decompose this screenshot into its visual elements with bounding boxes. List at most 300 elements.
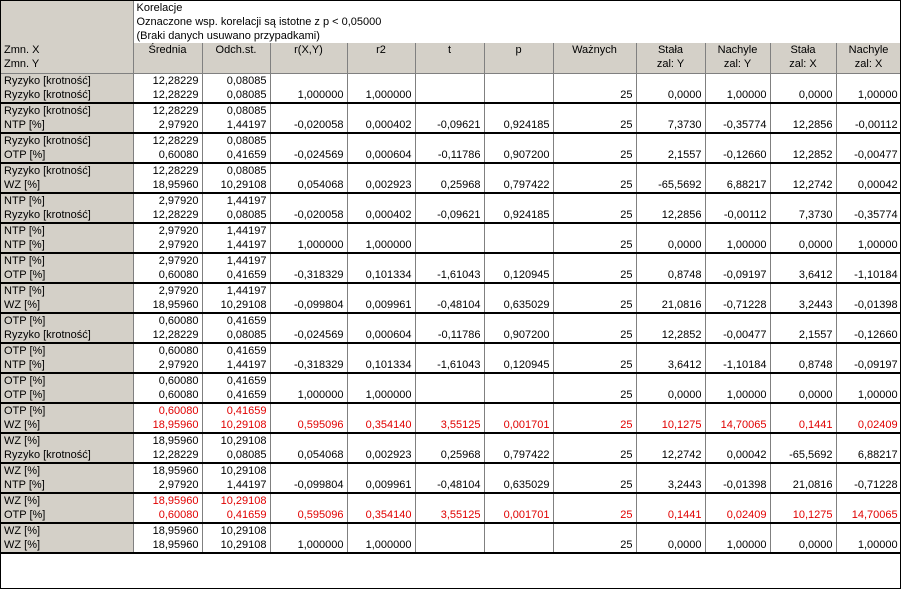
cell-ax[interactable]: 10,1275 [770,508,836,523]
cell-empty[interactable] [415,133,484,148]
cell-mean-y[interactable]: 0,60080 [133,268,202,283]
cell-empty[interactable] [770,403,836,418]
cell-bx[interactable]: -0,01398 [836,298,901,313]
row-label-x[interactable]: WZ [%] [1,523,133,538]
cell-empty[interactable] [636,223,705,238]
cell-empty[interactable] [836,403,901,418]
cell-empty[interactable] [636,163,705,178]
cell-ay[interactable]: 0,1441 [636,508,705,523]
cell-sd-x[interactable]: 0,41659 [202,313,270,328]
cell-empty[interactable] [705,403,770,418]
cell-empty[interactable] [484,403,553,418]
cell-mean-y[interactable]: 18,95960 [133,298,202,313]
cell-sd-x[interactable]: 1,44197 [202,193,270,208]
cell-ax[interactable]: 0,0000 [770,238,836,253]
cell-empty[interactable] [636,73,705,88]
cell-empty[interactable] [636,193,705,208]
cell-bx[interactable]: -1,10184 [836,268,901,283]
cell-r[interactable]: -0,318329 [270,268,347,283]
column-header-2[interactable] [270,43,347,73]
row-label-y[interactable]: Ryzyko [krotność] [1,208,133,223]
cell-sd-x[interactable]: 1,44197 [202,223,270,238]
cell-empty[interactable] [347,283,415,298]
cell-empty[interactable] [836,103,901,118]
cell-bx[interactable]: 1,00000 [836,88,901,103]
cell-empty[interactable] [705,283,770,298]
cell-empty[interactable] [415,283,484,298]
cell-sd-y[interactable]: 10,29108 [202,538,270,553]
column-header-5[interactable] [484,43,553,73]
row-label-y[interactable]: Ryzyko [krotność] [1,328,133,343]
cell-empty[interactable] [270,133,347,148]
cell-empty[interactable] [705,343,770,358]
cell-r2[interactable]: 0,354140 [347,508,415,523]
cell-ax[interactable]: 21,0816 [770,478,836,493]
row-label-y[interactable]: OTP [%] [1,268,133,283]
cell-empty[interactable] [270,493,347,508]
cell-p[interactable]: 0,907200 [484,148,553,163]
cell-r[interactable]: -0,024569 [270,148,347,163]
cell-empty[interactable] [636,433,705,448]
row-label-x[interactable]: NTP [%] [1,253,133,268]
cell-empty[interactable] [770,163,836,178]
cell-sd-x[interactable]: 0,08085 [202,73,270,88]
cell-empty[interactable] [553,523,636,538]
cell-empty[interactable] [770,133,836,148]
cell-empty[interactable] [484,163,553,178]
cell-n[interactable]: 25 [553,418,636,433]
cell-r2[interactable]: 0,101334 [347,268,415,283]
cell-empty[interactable] [836,463,901,478]
cell-r[interactable]: 0,595096 [270,418,347,433]
cell-mean-x[interactable]: 0,60080 [133,373,202,388]
cell-empty[interactable] [636,493,705,508]
cell-empty[interactable] [836,163,901,178]
row-label-y[interactable]: WZ [%] [1,178,133,193]
row-label-x[interactable]: Ryzyko [krotność] [1,133,133,148]
row-label-x[interactable]: Ryzyko [krotność] [1,73,133,88]
cell-empty[interactable] [484,283,553,298]
cell-r2[interactable]: 0,101334 [347,358,415,373]
cell-empty[interactable] [636,373,705,388]
cell-sd-x[interactable]: 1,44197 [202,253,270,268]
cell-n[interactable]: 25 [553,148,636,163]
cell-mean-x[interactable]: 12,28229 [133,73,202,88]
cell-empty[interactable] [270,463,347,478]
cell-r[interactable]: -0,024569 [270,328,347,343]
cell-empty[interactable] [415,373,484,388]
cell-empty[interactable] [636,313,705,328]
cell-by[interactable]: 1,00000 [705,88,770,103]
cell-by[interactable]: -0,01398 [705,478,770,493]
cell-empty[interactable] [270,433,347,448]
cell-sd-y[interactable]: 0,08085 [202,448,270,463]
cell-p[interactable]: 0,635029 [484,478,553,493]
cell-empty[interactable] [770,433,836,448]
cell-sd-y[interactable]: 0,41659 [202,508,270,523]
cell-n[interactable]: 25 [553,268,636,283]
cell-mean-x[interactable]: 0,60080 [133,343,202,358]
row-label-x[interactable]: WZ [%] [1,433,133,448]
cell-empty[interactable] [770,523,836,538]
cell-empty[interactable] [770,283,836,298]
cell-mean-y[interactable]: 2,97920 [133,238,202,253]
cell-ax[interactable]: 12,2742 [770,178,836,193]
row-label-y[interactable]: OTP [%] [1,388,133,403]
cell-n[interactable]: 25 [553,208,636,223]
cell-p[interactable]: 0,120945 [484,358,553,373]
cell-p[interactable] [484,538,553,553]
cell-sd-x[interactable]: 0,08085 [202,103,270,118]
cell-r[interactable]: 1,000000 [270,88,347,103]
cell-mean-x[interactable]: 18,95960 [133,493,202,508]
cell-mean-x[interactable]: 2,97920 [133,253,202,268]
cell-n[interactable]: 25 [553,358,636,373]
cell-empty[interactable] [705,73,770,88]
cell-ax[interactable]: 0,1441 [770,418,836,433]
cell-t[interactable] [415,88,484,103]
cell-by[interactable]: 6,88217 [705,178,770,193]
cell-empty[interactable] [836,253,901,268]
column-header-6[interactable] [553,43,636,73]
cell-empty[interactable] [836,373,901,388]
row-label-y[interactable]: OTP [%] [1,508,133,523]
cell-empty[interactable] [415,493,484,508]
cell-r2[interactable]: 1,000000 [347,238,415,253]
cell-empty[interactable] [484,313,553,328]
cell-empty[interactable] [770,313,836,328]
cell-empty[interactable] [270,403,347,418]
cell-empty[interactable] [836,343,901,358]
cell-empty[interactable] [636,283,705,298]
cell-empty[interactable] [836,283,901,298]
cell-r[interactable]: 1,000000 [270,238,347,253]
cell-bx[interactable]: -0,00477 [836,148,901,163]
cell-mean-y[interactable]: 18,95960 [133,538,202,553]
cell-t[interactable]: 3,55125 [415,508,484,523]
cell-empty[interactable] [705,433,770,448]
row-label-y[interactable]: Ryzyko [krotność] [1,448,133,463]
cell-empty[interactable] [484,463,553,478]
cell-by[interactable]: -0,00477 [705,328,770,343]
cell-mean-x[interactable]: 18,95960 [133,523,202,538]
cell-ax[interactable]: 0,8748 [770,358,836,373]
cell-ax[interactable]: 12,2856 [770,118,836,133]
cell-bx[interactable]: -0,12660 [836,328,901,343]
cell-mean-y[interactable]: 0,60080 [133,148,202,163]
cell-empty[interactable] [484,103,553,118]
cell-empty[interactable] [484,373,553,388]
cell-t[interactable]: -0,09621 [415,208,484,223]
cell-r2[interactable]: 1,000000 [347,538,415,553]
cell-empty[interactable] [705,463,770,478]
cell-empty[interactable] [484,523,553,538]
cell-r[interactable]: -0,020058 [270,208,347,223]
cell-empty[interactable] [770,223,836,238]
cell-empty[interactable] [347,133,415,148]
cell-ax[interactable]: 3,6412 [770,268,836,283]
cell-sd-y[interactable]: 10,29108 [202,298,270,313]
cell-sd-x[interactable]: 10,29108 [202,463,270,478]
cell-sd-y[interactable]: 0,08085 [202,328,270,343]
cell-empty[interactable] [705,163,770,178]
cell-empty[interactable] [484,343,553,358]
cell-n[interactable]: 25 [553,298,636,313]
cell-empty[interactable] [636,403,705,418]
cell-empty[interactable] [415,403,484,418]
cell-empty[interactable] [770,463,836,478]
cell-sd-y[interactable]: 0,08085 [202,208,270,223]
cell-mean-y[interactable]: 12,28229 [133,448,202,463]
row-label-y[interactable]: WZ [%] [1,418,133,433]
cell-ax[interactable]: 12,2852 [770,148,836,163]
cell-sd-x[interactable]: 10,29108 [202,523,270,538]
cell-empty[interactable] [705,193,770,208]
cell-sd-x[interactable]: 0,41659 [202,343,270,358]
cell-ay[interactable]: 0,0000 [636,88,705,103]
cell-mean-x[interactable]: 18,95960 [133,433,202,448]
cell-t[interactable]: -0,11786 [415,328,484,343]
cell-empty[interactable] [553,133,636,148]
cell-bx[interactable]: 1,00000 [836,538,901,553]
cell-empty[interactable] [415,343,484,358]
cell-p[interactable]: 0,797422 [484,448,553,463]
cell-empty[interactable] [484,133,553,148]
cell-ay[interactable]: 12,2852 [636,328,705,343]
cell-empty[interactable] [347,523,415,538]
cell-empty[interactable] [270,343,347,358]
cell-empty[interactable] [836,493,901,508]
cell-empty[interactable] [836,223,901,238]
cell-sd-x[interactable]: 0,41659 [202,403,270,418]
row-label-y[interactable]: NTP [%] [1,358,133,373]
cell-r2[interactable]: 0,009961 [347,298,415,313]
cell-empty[interactable] [415,73,484,88]
column-header-3[interactable] [347,43,415,73]
cell-ay[interactable]: 12,2742 [636,448,705,463]
cell-by[interactable]: 1,00000 [705,538,770,553]
cell-empty[interactable] [553,253,636,268]
cell-p[interactable]: 0,924185 [484,208,553,223]
cell-sd-y[interactable]: 1,44197 [202,358,270,373]
cell-ay[interactable]: 2,1557 [636,148,705,163]
cell-n[interactable]: 25 [553,118,636,133]
cell-mean-y[interactable]: 18,95960 [133,178,202,193]
cell-by[interactable]: -0,09197 [705,268,770,283]
cell-r[interactable]: 0,054068 [270,448,347,463]
cell-empty[interactable] [705,103,770,118]
cell-by[interactable]: -0,12660 [705,148,770,163]
row-label-x[interactable]: NTP [%] [1,223,133,238]
cell-empty[interactable] [347,223,415,238]
cell-empty[interactable] [553,313,636,328]
cell-empty[interactable] [836,433,901,448]
cell-by[interactable]: -0,00112 [705,208,770,223]
cell-empty[interactable] [836,73,901,88]
cell-empty[interactable] [484,73,553,88]
column-header-4[interactable] [415,43,484,73]
row-label-x[interactable]: WZ [%] [1,463,133,478]
cell-ay[interactable]: 3,2443 [636,478,705,493]
cell-mean-x[interactable]: 2,97920 [133,283,202,298]
cell-p[interactable]: 0,001701 [484,508,553,523]
cell-by[interactable]: 0,02409 [705,508,770,523]
cell-empty[interactable] [553,193,636,208]
cell-r[interactable]: -0,099804 [270,298,347,313]
cell-mean-x[interactable]: 12,28229 [133,103,202,118]
cell-empty[interactable] [270,313,347,328]
cell-empty[interactable] [636,463,705,478]
cell-p[interactable]: 0,924185 [484,118,553,133]
cell-r2[interactable]: 1,000000 [347,388,415,403]
cell-sd-x[interactable]: 0,08085 [202,133,270,148]
cell-sd-y[interactable]: 1,44197 [202,118,270,133]
cell-empty[interactable] [270,193,347,208]
cell-bx[interactable]: 14,70065 [836,508,901,523]
cell-t[interactable]: 3,55125 [415,418,484,433]
cell-empty[interactable] [347,253,415,268]
cell-ay[interactable]: 0,0000 [636,538,705,553]
cell-by[interactable]: -1,10184 [705,358,770,373]
cell-empty[interactable] [553,493,636,508]
cell-empty[interactable] [553,343,636,358]
cell-empty[interactable] [705,493,770,508]
cell-empty[interactable] [484,493,553,508]
cell-sd-y[interactable]: 0,08085 [202,88,270,103]
row-label-x[interactable]: NTP [%] [1,283,133,298]
cell-ay[interactable]: 7,3730 [636,118,705,133]
cell-r2[interactable]: 0,009961 [347,478,415,493]
cell-by[interactable]: -0,71228 [705,298,770,313]
cell-n[interactable]: 25 [553,88,636,103]
cell-sd-y[interactable]: 10,29108 [202,418,270,433]
cell-empty[interactable] [347,343,415,358]
cell-p[interactable]: 0,635029 [484,298,553,313]
row-label-y[interactable]: WZ [%] [1,298,133,313]
row-label-y[interactable]: WZ [%] [1,538,133,553]
cell-by[interactable]: 1,00000 [705,238,770,253]
cell-empty[interactable] [347,313,415,328]
column-header-8[interactable] [705,43,770,73]
cell-r2[interactable]: 0,002923 [347,448,415,463]
cell-empty[interactable] [770,253,836,268]
cell-ax[interactable]: -65,5692 [770,448,836,463]
cell-empty[interactable] [553,103,636,118]
cell-r[interactable]: 1,000000 [270,388,347,403]
cell-empty[interactable] [347,433,415,448]
cell-mean-y[interactable]: 12,28229 [133,88,202,103]
cell-ay[interactable]: 10,1275 [636,418,705,433]
cell-by[interactable]: 0,00042 [705,448,770,463]
cell-empty[interactable] [636,133,705,148]
cell-empty[interactable] [270,373,347,388]
row-label-y[interactable]: Ryzyko [krotność] [1,88,133,103]
cell-empty[interactable] [347,193,415,208]
cell-t[interactable]: -1,61043 [415,358,484,373]
row-label-x[interactable]: OTP [%] [1,343,133,358]
cell-r[interactable]: 1,000000 [270,538,347,553]
cell-empty[interactable] [636,103,705,118]
cell-ax[interactable]: 0,0000 [770,388,836,403]
cell-bx[interactable]: 1,00000 [836,238,901,253]
cell-bx[interactable]: 1,00000 [836,388,901,403]
cell-empty[interactable] [553,463,636,478]
cell-empty[interactable] [705,253,770,268]
cell-mean-y[interactable]: 0,60080 [133,388,202,403]
cell-empty[interactable] [270,523,347,538]
cell-mean-y[interactable]: 18,95960 [133,418,202,433]
cell-n[interactable]: 25 [553,178,636,193]
cell-empty[interactable] [347,73,415,88]
cell-n[interactable]: 25 [553,448,636,463]
cell-t[interactable]: -0,48104 [415,478,484,493]
row-label-x[interactable]: NTP [%] [1,193,133,208]
cell-ax[interactable]: 7,3730 [770,208,836,223]
cell-empty[interactable] [553,433,636,448]
cell-ay[interactable]: 0,0000 [636,388,705,403]
column-header-0[interactable] [133,43,202,73]
cell-empty[interactable] [553,223,636,238]
cell-r[interactable]: -0,318329 [270,358,347,373]
cell-mean-x[interactable]: 12,28229 [133,133,202,148]
cell-empty[interactable] [347,103,415,118]
cell-r2[interactable]: 0,354140 [347,418,415,433]
cell-empty[interactable] [836,133,901,148]
cell-sd-x[interactable]: 1,44197 [202,283,270,298]
cell-n[interactable]: 25 [553,478,636,493]
cell-empty[interactable] [270,73,347,88]
cell-empty[interactable] [770,373,836,388]
cell-p[interactable]: 0,797422 [484,178,553,193]
row-label-x[interactable]: WZ [%] [1,493,133,508]
row-label-y[interactable]: NTP [%] [1,118,133,133]
cell-empty[interactable] [415,313,484,328]
cell-mean-y[interactable]: 12,28229 [133,208,202,223]
cell-ay[interactable]: 12,2856 [636,208,705,223]
cell-mean-x[interactable]: 0,60080 [133,403,202,418]
cell-empty[interactable] [415,163,484,178]
cell-p[interactable] [484,88,553,103]
cell-ay[interactable]: 0,8748 [636,268,705,283]
cell-empty[interactable] [770,343,836,358]
cell-sd-x[interactable]: 10,29108 [202,433,270,448]
cell-mean-y[interactable]: 2,97920 [133,478,202,493]
cell-empty[interactable] [770,493,836,508]
cell-empty[interactable] [636,253,705,268]
cell-empty[interactable] [415,463,484,478]
cell-empty[interactable] [553,403,636,418]
cell-empty[interactable] [415,193,484,208]
cell-empty[interactable] [836,523,901,538]
cell-sd-y[interactable]: 0,41659 [202,388,270,403]
cell-empty[interactable] [484,433,553,448]
cell-bx[interactable]: 0,00042 [836,178,901,193]
cell-mean-y[interactable]: 0,60080 [133,508,202,523]
cell-r[interactable]: -0,020058 [270,118,347,133]
cell-ay[interactable]: 0,0000 [636,238,705,253]
cell-bx[interactable]: 6,88217 [836,448,901,463]
cell-empty[interactable] [415,253,484,268]
cell-n[interactable]: 25 [553,328,636,343]
cell-by[interactable]: 14,70065 [705,418,770,433]
cell-empty[interactable] [270,103,347,118]
cell-sd-y[interactable]: 0,41659 [202,268,270,283]
cell-r2[interactable]: 0,000402 [347,208,415,223]
cell-mean-x[interactable]: 12,28229 [133,163,202,178]
cell-empty[interactable] [347,403,415,418]
row-label-y[interactable]: NTP [%] [1,478,133,493]
row-label-y[interactable]: OTP [%] [1,148,133,163]
